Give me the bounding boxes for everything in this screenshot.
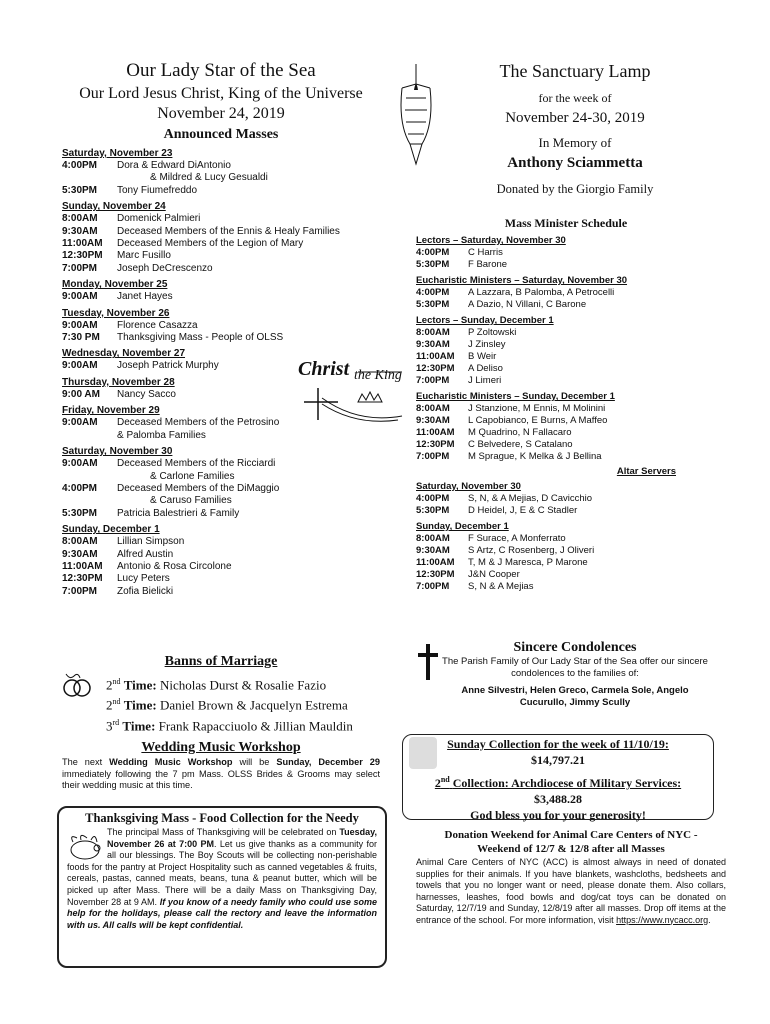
day-heading: Friday, November 29: [62, 405, 160, 417]
collection-line1: Sunday Collection for the week of 11/10/19:: [447, 737, 669, 751]
mass-time: 5:30PM: [62, 184, 98, 196]
banns-list: [62, 673, 380, 734]
sanctuary-lamp-icon: [396, 64, 436, 179]
christ-the-king-logo: [298, 358, 406, 428]
right-column: [440, 60, 710, 199]
mass-time: 12:30PM: [62, 250, 103, 262]
minister-names: C Belvedere, S Catalano: [468, 439, 573, 450]
minister-row: [416, 403, 716, 415]
nycacc-link[interactable]: https://www.nycacc.org: [616, 914, 709, 925]
minister-time: 9:30AM: [416, 415, 450, 426]
minister-time: 11:00AM: [416, 557, 455, 568]
minister-row: [416, 351, 716, 363]
minister-groups: [416, 235, 716, 463]
day-heading: Saturday, November 30: [62, 446, 173, 458]
left-column: [62, 60, 380, 598]
minister-names: A Deliso: [468, 363, 503, 374]
collection-amount1: $14,797.21: [531, 753, 585, 767]
minister-row: [416, 493, 716, 505]
mass-time: 4:00PM: [62, 482, 98, 494]
minister-row: [416, 439, 716, 451]
minister-time: 7:00PM: [416, 581, 450, 592]
mass-intention: Antonio & Rosa Circolone: [117, 560, 232, 572]
banns-heading: Banns of Marriage: [164, 654, 278, 669]
altar-groups: [416, 481, 716, 593]
minister-time: 12:30PM: [416, 439, 455, 450]
minister-time: 12:30PM: [416, 569, 455, 580]
mass-intention: Domenick Palmieri: [117, 213, 201, 225]
parish-title: Our Lady Star of the Sea: [126, 60, 316, 81]
mass-intention: Lucy Peters: [117, 573, 170, 585]
day-heading: Monday, November 25: [62, 279, 168, 291]
mass-intention-cont: & Palomba Families: [117, 429, 206, 441]
minister-row: [416, 427, 716, 439]
mass-time: 9:00AM: [62, 291, 98, 303]
mass-row: [62, 508, 380, 520]
minister-row: [416, 533, 716, 545]
minister-time: 11:00AM: [416, 351, 455, 362]
mass-intention: Joseph DeCrescenzo: [117, 262, 213, 274]
mass-row: [62, 160, 380, 172]
mass-intention: Thanksgiving Mass - People of OLSS: [117, 332, 284, 344]
mass-intention: Patricia Balestrieri & Family: [117, 507, 240, 519]
minister-time: 8:00AM: [416, 403, 450, 414]
condolences-section: [440, 640, 710, 709]
mass-row: [62, 320, 380, 332]
week-dates: November 24-30, 2019: [505, 110, 645, 126]
minister-names: J Stanzione, M Ennis, M Molinini: [468, 403, 606, 414]
minister-names: B Weir: [468, 351, 497, 362]
day-heading: Sunday, November 24: [62, 201, 166, 213]
minister-names: F Surace, A Monferrato: [468, 533, 566, 544]
donation-section: [416, 828, 726, 926]
offering-icon: [409, 737, 437, 769]
wedding-section: [62, 740, 380, 792]
minister-group-heading: Saturday, November 30: [416, 481, 521, 492]
minister-row: [416, 287, 716, 299]
banns-ordinal-suffix: nd: [112, 677, 121, 686]
day-heading: Sunday, December 1: [62, 524, 160, 536]
mass-time: 7:00PM: [62, 262, 98, 274]
minister-time: 8:00AM: [416, 327, 450, 338]
banns-label: Time:: [123, 677, 157, 693]
minister-time: 4:00PM: [416, 247, 450, 258]
minister-time: 9:30AM: [416, 545, 450, 556]
condolences-text: The Parish Family of Our Lady Star of the Sea offer our sincere condolences to the families of:: [442, 656, 708, 679]
mass-row: [62, 185, 380, 197]
minister-names: L Capobianco, E Burns, A Maffeo: [468, 415, 608, 426]
minister-names: T, M & J Maresca, P Marone: [468, 557, 588, 568]
mass-row: [62, 536, 380, 548]
mass-intention-cont: & Carlone Families: [150, 470, 235, 482]
mass-row: [62, 250, 380, 262]
cross-icon: [416, 644, 440, 685]
thanksgiving-heading: Thanksgiving Mass - Food Collection for the Needy: [85, 811, 359, 825]
mass-row: [62, 573, 380, 585]
mass-time: 9:00AM: [62, 319, 98, 331]
banns-line: [106, 714, 380, 734]
mass-intention: Marc Fusillo: [117, 250, 171, 262]
thanksgiving-box: [57, 806, 387, 968]
day-heading: Saturday, November 23: [62, 148, 173, 159]
mass-time: 9:00AM: [62, 458, 98, 470]
bulletin-date: November 24, 2019: [157, 105, 285, 122]
minister-time: 11:00AM: [416, 427, 455, 438]
donation-text: Animal Care Centers of NYC (ACC) is almost always in need of donated supplies for their animals. If you have blankets, washcloths, bedsheets and towels that you no longer want or need, please donate them. Also collars, harnesses, leashes, food bowls and dog/cat toys can be donated on Saturday, 12/7/19 and Sunday, 12/8/19 after all masses. Drop off items at the entrance of the school. For more information, visit https://www.nycacc.org.: [416, 857, 726, 925]
mass-time: 8:00AM: [62, 213, 98, 225]
lamp-title: The Sanctuary Lamp: [499, 61, 651, 81]
mass-row: [62, 458, 380, 470]
banns-ordinal-suffix: rd: [112, 717, 120, 727]
mass-intention: Tony Fiumefreddo: [117, 184, 198, 196]
minister-names: A Lazzara, B Palomba, A Petrocelli: [468, 287, 615, 298]
mass-row: [62, 291, 380, 303]
mass-row: [62, 213, 380, 225]
mass-row: [62, 332, 380, 344]
mass-row: [62, 561, 380, 573]
christ-word: Christ: [298, 358, 350, 380]
mass-time: 7:30 PM: [62, 332, 100, 344]
minister-group-heading: Lectors – Sunday, December 1: [416, 315, 554, 326]
thanksgiving-text: The principal Mass of Thanksgiving will be celebrated on Tuesday, November 26 at 7:00 PM. Let us give thanks as a community for all our blessings. The Boy Scouts will be collecting non-perishable foods for the pantry at Project Hospitality such as canned vegetables & fruits, cereals, pastas, canned meats, beans, tuna & peanut butter, which will be picked up after Mass. There will be a daily Mass on Thanksgiving Day, November 28 at 9 AM. If you know of a needy family who could use some help for the holidays, please call the rectory and leave the information with us. All calls will be kept confidential.: [67, 827, 378, 930]
mm-heading: Mass Minister Schedule: [504, 216, 628, 230]
minister-names: A Dazio, N Villani, C Barone: [468, 299, 587, 310]
banns-ordinal: 2: [106, 677, 113, 693]
minister-row: [416, 327, 716, 339]
banns-label: Time:: [123, 697, 157, 713]
minister-row: [416, 259, 716, 271]
collection-line2: 2nd Collection: Archdiocese of Military Services:: [434, 775, 682, 790]
mass-intention: Janet Hayes: [117, 291, 173, 303]
minister-row: [416, 375, 716, 387]
minister-time: 7:00PM: [416, 375, 450, 386]
banns-line: [106, 693, 380, 713]
mass-intention: Deceased Members of the DiMaggio: [117, 482, 280, 494]
minister-row: [416, 545, 716, 557]
mass-intention: Zofia Bielicki: [117, 585, 174, 597]
minister-row: [416, 299, 716, 311]
mass-intention-cont: & Caruso Families: [150, 495, 232, 507]
collection-amount2: $3,488.28: [534, 792, 582, 806]
minister-names: J Zinsley: [468, 339, 506, 350]
banns-couple: Daniel Brown & Jacquelyn Estrema: [159, 697, 348, 713]
day-heading: Wednesday, November 27: [62, 348, 186, 360]
minister-names: C Harris: [468, 247, 503, 258]
minister-names: S, N, & A Mejias, D Cavicchio: [468, 493, 593, 504]
collection-box: [402, 734, 714, 820]
mass-intention: Nancy Sacco: [117, 388, 176, 400]
week-of-label: for the week of: [538, 91, 612, 105]
day-heading: Thursday, November 28: [62, 376, 175, 388]
mass-row: [62, 549, 380, 561]
minister-time: 9:30AM: [416, 339, 450, 350]
collection-bless: God bless you for your generosity!: [470, 808, 646, 822]
banns-ordinal-suffix: nd: [112, 697, 121, 707]
minister-group-heading: Sunday, December 1: [416, 521, 509, 532]
mass-row: [62, 586, 380, 598]
wedding-rings-icon: [60, 670, 94, 705]
donation-heading: Donation Weekend for Animal Care Centers of NYC - Weekend of 12/7 & 12/8 after all Masses: [444, 829, 698, 855]
minister-row: [416, 505, 716, 517]
mass-intention: Florence Casazza: [117, 319, 198, 331]
minister-names: S Artz, C Rosenberg, J Oliveri: [468, 545, 595, 556]
minister-row: [416, 569, 716, 581]
wedding-text: The next Wedding Music Workshop will be Sunday, December 29 immediately following the 7 pm Mass. OLSS Brides & Grooms may select their wedding music at this time.: [62, 757, 381, 790]
banns-couple: Frank Rapacciuolo & Jillian Mauldin: [158, 717, 353, 733]
mass-time: 9:00 AM: [62, 388, 100, 400]
mass-intention: Alfred Austin: [117, 548, 174, 560]
mass-time: 7:00PM: [62, 585, 98, 597]
minister-row: [416, 415, 716, 427]
minister-row: [416, 247, 716, 259]
banns-couple: Nicholas Durst & Rosalie Fazio: [159, 677, 327, 693]
mass-intention: Joseph Patrick Murphy: [117, 360, 219, 372]
turkey-icon: [65, 832, 105, 867]
feast-title: Our Lord Jesus Christ, King of the Universe: [79, 85, 363, 102]
minister-group-heading: Eucharistic Ministers – Saturday, November 30: [416, 275, 628, 286]
condolences-names: Anne Silvestri, Helen Greco, Carmela Sole, Angelo Cucurullo, Jimmy Scully: [461, 685, 689, 708]
mass-time: 9:00AM: [62, 360, 98, 372]
minister-names: J&N Cooper: [468, 569, 520, 580]
day-heading: Tuesday, November 26: [62, 307, 170, 319]
banns-section: [62, 654, 380, 734]
minister-row: [416, 363, 716, 375]
minister-time: 4:00PM: [416, 493, 450, 504]
minister-row: [416, 339, 716, 351]
mass-intention: Deceased Members of the Legion of Mary: [117, 238, 304, 250]
memory-name: Anthony Sciammetta: [507, 155, 643, 171]
mass-intention: Lillian Simpson: [117, 536, 185, 548]
minister-group-heading: Eucharistic Ministers – Sunday, December 1: [416, 391, 615, 402]
minister-names: D Heidel, J, E & C Stadler: [468, 505, 578, 516]
mass-time: 8:00AM: [62, 536, 98, 548]
mass-time: 5:30PM: [62, 507, 98, 519]
minister-row: [416, 451, 716, 463]
mass-row: [62, 226, 380, 238]
mass-time: 12:30PM: [62, 573, 103, 585]
minister-time: 12:30PM: [416, 363, 455, 374]
banns-label: Time:: [122, 717, 156, 733]
mass-time: 11:00AM: [62, 238, 103, 250]
minister-names: M Quadrino, N Fallacaro: [468, 427, 572, 438]
minister-names: F Barone: [468, 259, 508, 270]
mass-intention-cont: & Mildred & Lucy Gesualdi: [150, 172, 268, 184]
banns-ordinal: 2: [106, 697, 113, 713]
minister-names: J Limeri: [468, 375, 502, 386]
minister-time: 4:00PM: [416, 287, 450, 298]
mass-row: [62, 483, 380, 495]
mass-intention: Deceased Members of the Petrosino: [117, 417, 280, 429]
banns-ordinal: 3: [106, 717, 113, 733]
banns-line: [106, 673, 380, 693]
masses-heading: Announced Masses: [163, 127, 279, 142]
mass-time: 11:00AM: [62, 560, 103, 572]
minister-time: 5:30PM: [416, 259, 450, 270]
in-memory-label: In Memory of: [538, 135, 612, 150]
minister-time: 7:00PM: [416, 451, 450, 462]
donated-by: Donated by the Giorgio Family: [496, 182, 654, 196]
minister-names: M Sprague, K Melka & J Bellina: [468, 451, 602, 462]
mass-row: [62, 263, 380, 275]
mass-intention: Deceased Members of the Ennis & Healy Families: [117, 225, 340, 237]
mass-row: [62, 238, 380, 250]
minister-time: 8:00AM: [416, 533, 450, 544]
minister-names: P Zoltowski: [468, 327, 517, 338]
minister-row: [416, 581, 716, 593]
mass-time: 9:00AM: [62, 417, 98, 429]
minister-row: [416, 557, 716, 569]
minister-group-heading: Lectors – Saturday, November 30: [416, 235, 566, 246]
mass-intention: Deceased Members of the Ricciardi: [117, 458, 276, 470]
mass-time: 4:00PM: [62, 160, 98, 171]
condolences-heading: Sincere Condolences: [513, 640, 637, 655]
wedding-heading: Wedding Music Workshop: [141, 740, 301, 755]
minister-time: 5:30PM: [416, 505, 450, 516]
minister-time: 5:30PM: [416, 299, 450, 310]
mass-intention: Dora & Edward DiAntonio: [117, 160, 231, 171]
mass-minister-section: [416, 216, 716, 593]
minister-names: S, N & A Mejias: [468, 581, 534, 592]
mass-time: 9:30AM: [62, 225, 98, 237]
altar-heading: Altar Servers: [616, 466, 676, 477]
mass-time: 9:30AM: [62, 548, 98, 560]
the-king-word: the King: [354, 368, 402, 383]
